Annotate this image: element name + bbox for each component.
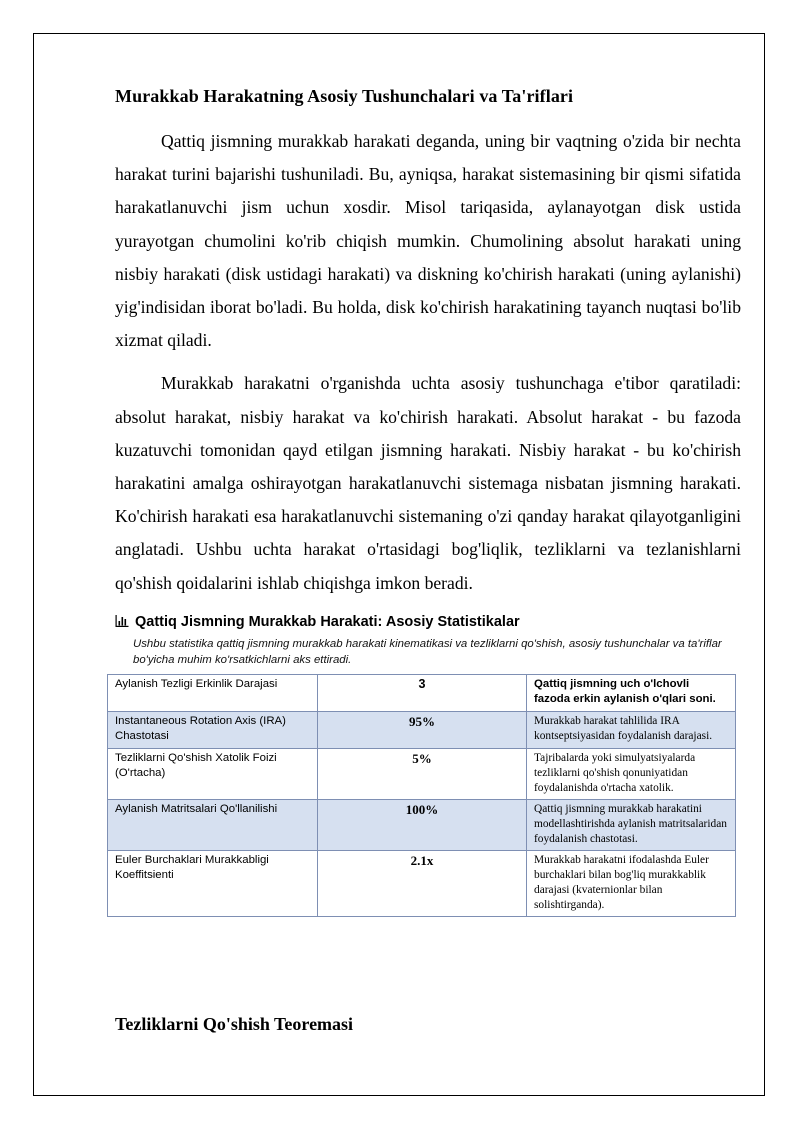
- row-label: Tezliklarni Qo'shish Xatolik Foizi (O'rtacha): [108, 748, 318, 799]
- bar-chart-icon: [115, 615, 129, 627]
- table-row: [108, 711, 736, 748]
- table-row: [108, 850, 736, 916]
- document-body: [115, 86, 741, 917]
- paragraph-1: Qattiq jismning murakkab harakati deganda, uning bir vaqtning o'zida bir nechta harakat turini bajarishi tushuniladi. Bu, ayniqsa, harakat sistemasining bir qismi sifatida harakatlanuvchi jism uchun xosdir. Misol tariqasida, aylanayotgan disk ustida yurayotgan chumolini ko'rib chiqish mumkin. Chumolining absolut harakati uning nisbiy harakati (disk ustidagi harakati) va diskning ko'chirish harakati (uning aylanishi) yig'indisidan iborat bo'ladi. Bu holda, disk ko'chirish harakatining tayanch nuqtasi bo'lib xizmat qiladi.: [115, 131, 741, 351]
- row-description: Murakkab harakatni ifodalashda Euler burchaklari bilan bog'liq murakkablik darajasi (kvaternionlar bilan solishtirganda).: [527, 850, 736, 916]
- stats-subtitle: Ushbu statistika qattiq jismning murakkab harakati kinematikasi va tezliklarni qo'shish, asosiy tushunchalar va ta'riflar bo'yicha muhim ko'rsatkichlarni aks ettiradi.: [133, 637, 722, 666]
- row-value: 5%: [318, 748, 527, 799]
- row-description: Murakkab harakat tahlilida IRA kontseptsiyasidan foydalanish darajasi.: [527, 711, 736, 748]
- row-label: Aylanish Matritsalari Qo'llanilishi: [108, 799, 318, 850]
- row-value: 95%: [318, 711, 527, 748]
- row-description: Qattiq jismning uch o'lchovli fazoda erkin aylanish o'qlari soni.: [527, 674, 736, 711]
- row-value: 3: [318, 674, 527, 711]
- stats-title-text: Qattiq Jismning Murakkab Harakati: Asosiy Statistikalar: [135, 613, 520, 630]
- row-label: Aylanish Tezligi Erkinlik Darajasi: [108, 674, 318, 711]
- table-row: [108, 748, 736, 799]
- table-row: [108, 674, 736, 711]
- stats-title: [115, 614, 741, 630]
- row-label: Euler Burchaklari Murakkabligi Koeffitsienti: [108, 850, 318, 916]
- table-row: [108, 799, 736, 850]
- stats-table: [107, 674, 736, 917]
- row-value: 100%: [318, 799, 527, 850]
- row-description: Tajribalarda yoki simulyatsiyalarda tezliklarni qo'shish qonuniyatidan foydalanishda o'rtacha xatolik.: [527, 748, 736, 799]
- section-heading: Murakkab Harakatning Asosiy Tushunchalari va Ta'riflari: [115, 86, 574, 106]
- row-description: Qattiq jismning murakkab harakatini modellashtirishda aylanish matritsalaridan foydalanish chastotasi.: [527, 799, 736, 850]
- next-section-heading: Tezliklarni Qo'shish Teoremasi: [115, 1014, 354, 1034]
- row-label: Instantaneous Rotation Axis (IRA) Chastotasi: [108, 711, 318, 748]
- row-value: 2.1x: [318, 850, 527, 916]
- paragraph-2: Murakkab harakatni o'rganishda uchta asosiy tushunchaga e'tibor qaratiladi: absolut harakat, nisbiy harakat va ko'chirish harakati. Absolut harakat - bu fazoda kuzatuvchi tomonidan qayd etilgan jismning harakati. Nisbiy harakat - bu ko'chirish harakatini amalga oshirayotgan harakatlanuvchi sistemaga nisbatan jismning harakati. Ko'chirish harakati esa harakatlanuvchi sistemaning o'zi qanday harakat qilayotganligini anglatadi. Ushbu uchta harakat o'rtasidagi bog'liqlik, tezliklarni va tezlanishlarni qo'shish qoidalarini ishlab chiqishga imkon beradi.: [115, 373, 741, 593]
